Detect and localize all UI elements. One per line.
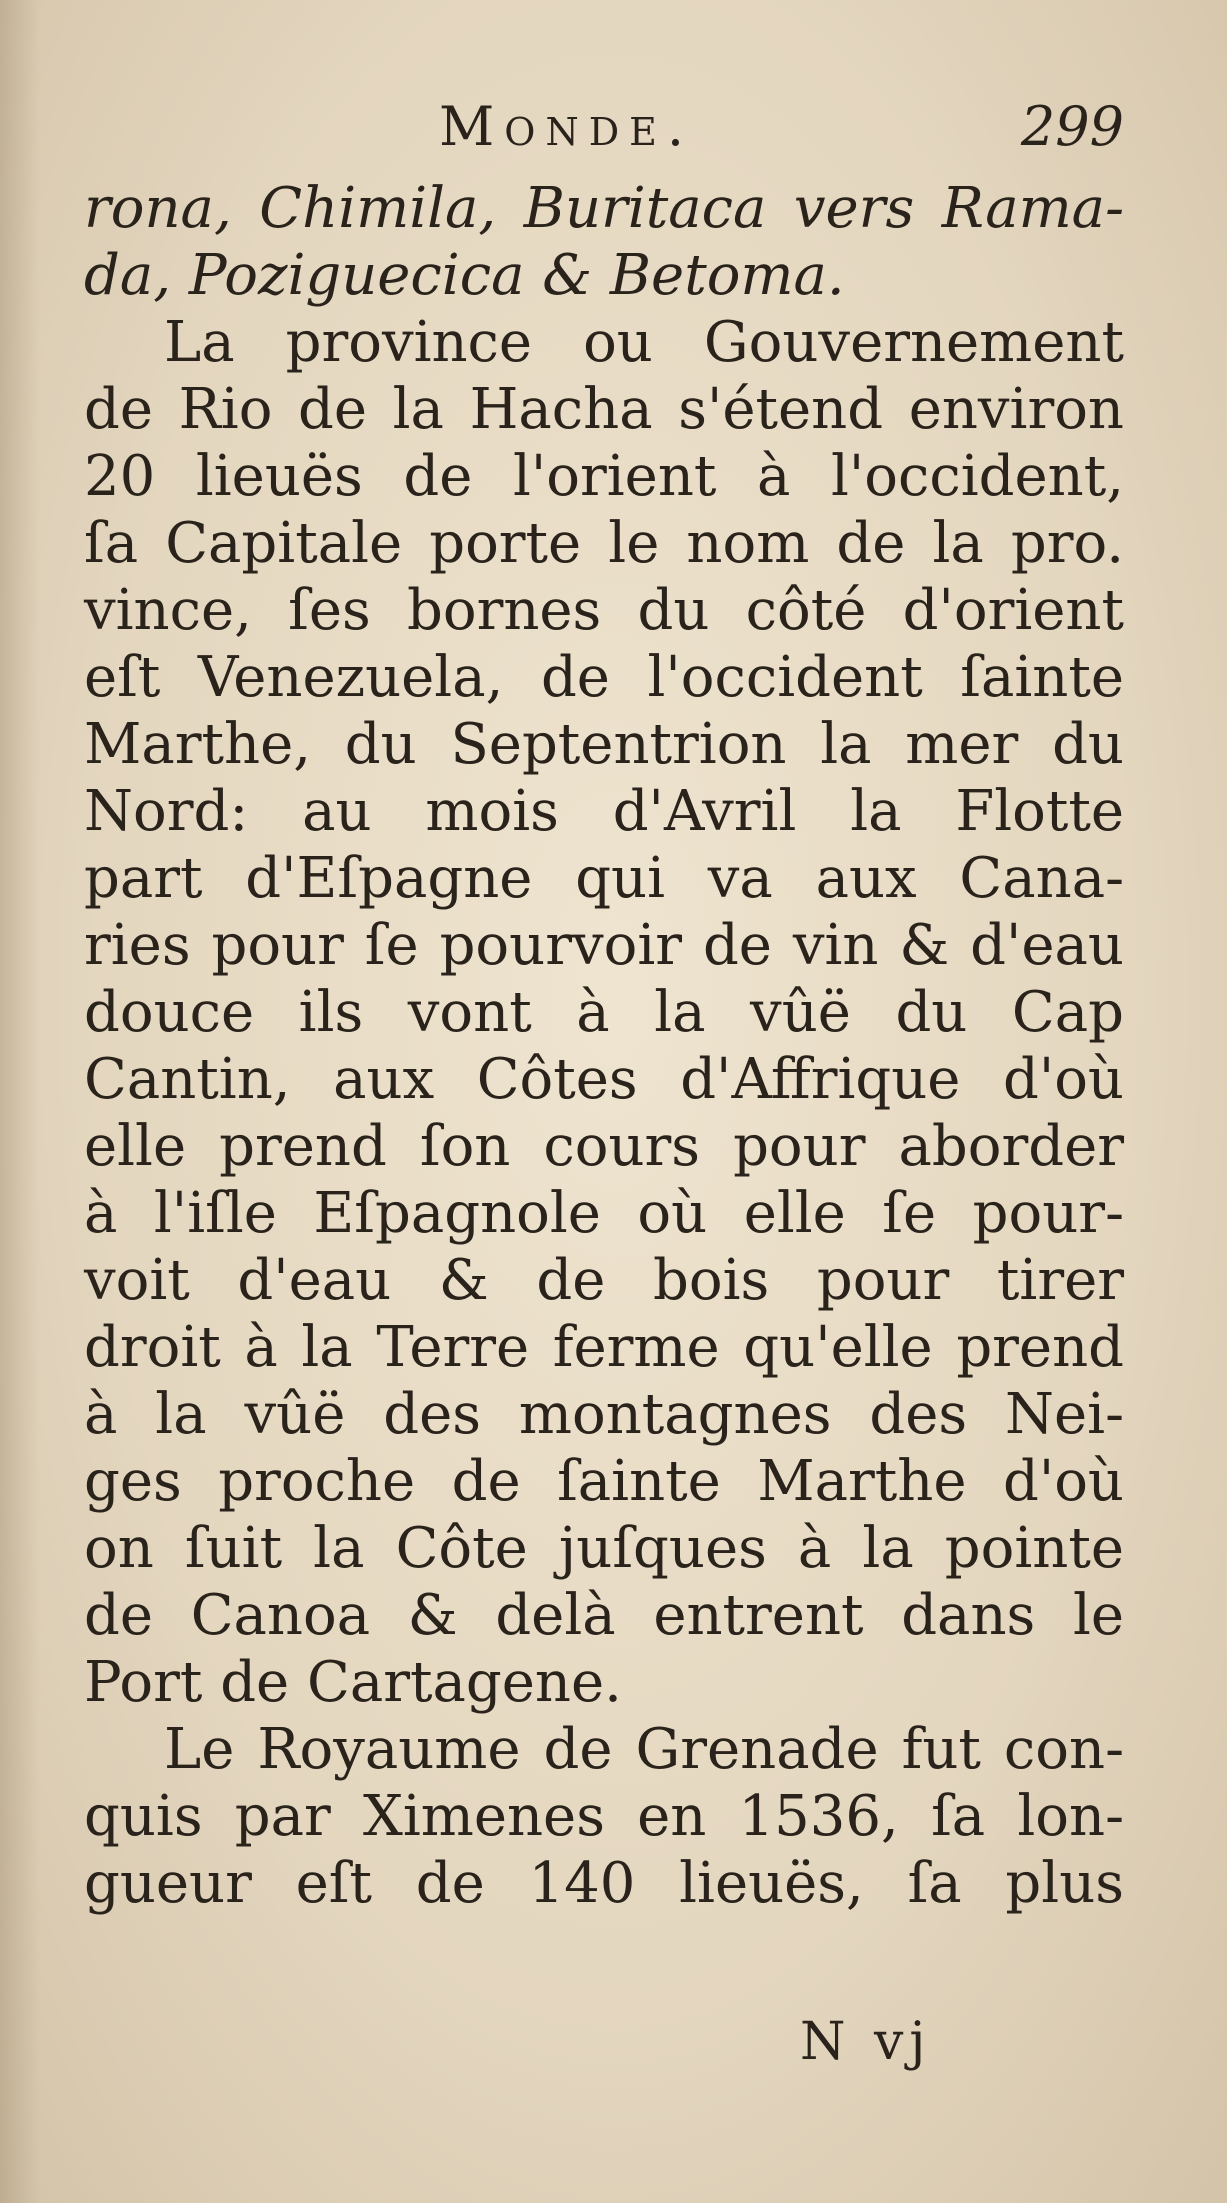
text-line: part d'Eſpagne qui va aux Cana- [84,846,1124,911]
text-block [84,95,1124,1917]
text-line: droit à la Terre ferme qu'elle prend [84,1315,1124,1380]
text-line: eſt Venezuela, de l'occident ſainte [84,645,1124,710]
page-number: 299 [1020,95,1124,158]
text-line: La province ou Gouvernement [164,310,1124,375]
text-line: gueur eſt de 140 lieuës, ſa plus [84,1851,1124,1916]
text-line: rona, Chimila, Buritaca vers Rama- [84,176,1124,241]
page-header [84,95,1124,175]
text-line: Nord: au mois d'Avril la Flotte [84,779,1124,844]
text-line: de Rio de la Hacha s'étend environ [84,377,1124,442]
text-line: vince, ſes bornes du côté d'orient [84,578,1124,643]
text-line: ries pour ſe pourvoir de vin & d'eau [84,913,1124,978]
signature-mark: N vj [800,2012,932,2072]
text-line: elle prend ſon cours pour aborder [84,1114,1124,1179]
text-line: Marthe, du Septentrion la mer du [84,712,1124,777]
text-line: 20 lieuës de l'orient à l'occident, [84,444,1124,509]
text-line: ges proche de ſainte Marthe d'où [84,1449,1124,1514]
text-line: à la vûë des montagnes des Nei- [84,1382,1124,1447]
text-line: Le Royaume de Grenade fut con- [164,1717,1124,1782]
text-line: ſa Capitale porte le nom de la pro. [84,511,1124,576]
text-line: douce ils vont à la vûë du Cap [84,980,1124,1045]
text-line: à l'iſle Eſpagnole où elle ſe pour- [84,1181,1124,1246]
text-line: voit d'eau & de bois pour tirer [84,1248,1124,1313]
text-line: Port de Cartagene. [84,1650,622,1715]
text-line: quis par Ximenes en 1536, ſa lon- [84,1784,1124,1849]
running-head: Monde. [439,95,695,158]
text-line: da, Poziguecica & Betoma. [84,243,845,308]
text-line: on ſuit la Côte juſques à la pointe [84,1516,1124,1581]
binding-shadow [0,0,40,2203]
text-line: Cantin, aux Côtes d'Affrique d'où [84,1047,1124,1112]
text-line: de Canoa & delà entrent dans le [84,1583,1124,1648]
